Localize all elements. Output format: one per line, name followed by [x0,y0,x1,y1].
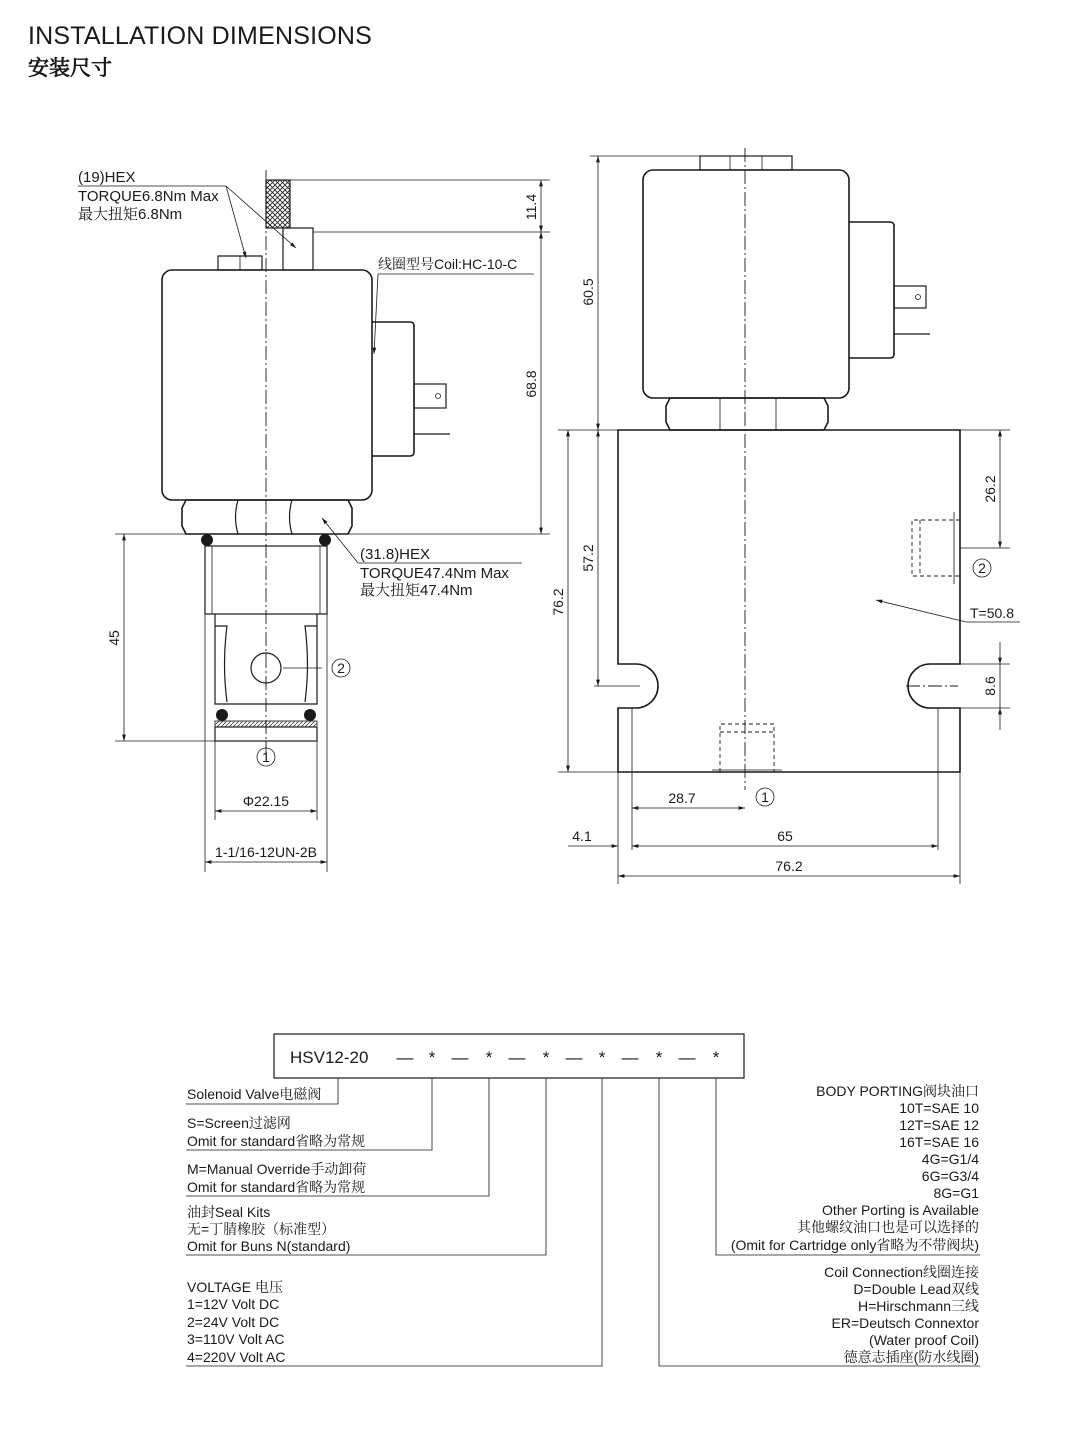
valve-body [618,430,960,772]
option-voltage-line-3: 2=24V Volt DC [187,1314,280,1330]
option-porting-line-3: 12T=SAE 12 [899,1117,979,1133]
page-title: INSTALLATION DIMENSIONS [28,22,373,50]
right-port-1: 1 [761,789,769,805]
coil-connector [372,322,414,456]
sep-1: * [428,1048,436,1067]
hex-large-torque: TORQUE47.4Nm Max [360,565,509,582]
o-ring-top-left [201,534,213,546]
sep-11: * [712,1048,720,1067]
coil-terminal [414,384,446,408]
dim-thread: 1-1/16-12UN-2B [215,844,317,860]
dim-offset-left: 4.1 [572,828,592,844]
option-porting-line-2: 10T=SAE 10 [899,1100,979,1116]
option-coil-line-4: ER=Deutsch Connextor [831,1315,979,1331]
o-ring-top-right [319,534,331,546]
option-porting-line-6: 6G=G3/4 [921,1168,979,1184]
right-hex-nut [666,398,828,430]
right-top-nut [700,156,792,170]
option-voltage-line-5: 4=220V Volt AC [187,1349,286,1365]
option-porting-line-9: 其他螺纹油口也是可以选择的 [797,1219,979,1235]
right-port-2: 2 [978,560,986,576]
dim-right-coil: 60.5 [580,278,596,306]
dim-hole-spacing: 65 [777,828,793,844]
option-manual-line-2: Omit for standard省略为常规 [187,1179,366,1195]
option-coil-line-3: H=Hirschmann三线 [858,1298,979,1314]
ordering-code [186,1034,980,1366]
option-porting-line-4: 16T=SAE 16 [899,1134,979,1150]
option-seal-line-2: 无=丁腈橡胶（标准型） [187,1221,336,1237]
dim-top: 11.4 [523,193,539,221]
sep-5: * [542,1048,550,1067]
option-porting-line-10: (Omit for Cartridge only省略为不带阀块) [730,1237,979,1253]
option-seal-line-1: 油封Seal Kits [187,1204,271,1220]
option-body-porting [731,1083,979,1253]
stem [283,228,313,270]
option-screen [187,1115,365,1149]
dim-diameter: Φ22.15 [242,793,290,809]
left-port-1: 1 [262,749,270,765]
hex-large-torque-cn: 最大扭矩47.4Nm [360,582,473,599]
sep-7: * [598,1048,606,1067]
option-coil-line-1: Coil Connection线圈连接 [824,1264,979,1280]
option-seal-line-3: Omit for Buns N(standard) [187,1238,351,1254]
sep-6: — [565,1048,583,1067]
option-screen-line-2: Omit for standard省略为常规 [187,1133,366,1149]
sep-10: — [678,1048,696,1067]
option-porting-line-8: Other Porting is Available [822,1202,979,1218]
hex-small-torque-cn: 最大扭矩6.8Nm [78,206,183,223]
dim-coil-height: 68.8 [523,370,539,398]
dim-port2-offset: 26.2 [982,475,998,503]
right-coil-body [643,170,849,398]
option-manual-line-1: M=Manual Override手动卸荷 [187,1161,367,1177]
sep-3: * [485,1048,493,1067]
sep-4: — [508,1048,526,1067]
left-view [78,169,550,872]
option-coil-line-6: 德意志插座(防水线圈) [843,1349,979,1365]
option-porting-line-7: 8G=G1 [933,1185,979,1201]
option-porting-line-5: 4G=G1/4 [921,1151,979,1167]
sep-0: — [396,1048,414,1067]
coil-model-label: 线圈型号Coil:HC-10-C [378,256,518,272]
coil-body [162,270,372,500]
hex-small-label: (19)HEX [78,169,136,186]
option-voltage [187,1279,285,1365]
option-voltage-line-2: 1=12V Volt DC [187,1296,280,1312]
option-seal [187,1204,350,1254]
dim-port1-offset: 28.7 [668,790,696,806]
option-coil-line-2: D=Double Lead双线 [853,1281,979,1297]
option-manual [187,1161,366,1195]
option-coil-line-5: (Water proof Coil) [869,1332,979,1348]
right-coil-connector [849,222,894,358]
option-screen-line-1: S=Screen过滤网 [187,1115,291,1131]
sep-8: — [621,1048,639,1067]
option-porting-line-1: BODY PORTING阀块油口 [816,1083,979,1099]
option-solenoid [187,1086,321,1102]
option-coil-connection [824,1264,980,1365]
sep-9: * [655,1048,663,1067]
option-voltage-line-4: 3=110V Volt AC [187,1331,285,1347]
option-solenoid-line: Solenoid Valve电磁阀 [187,1086,322,1102]
dim-body-height: 76.2 [550,588,566,616]
dim-body-width: 76.2 [775,858,803,874]
dim-cartridge-length: 45 [106,630,122,646]
left-port-2: 2 [337,660,345,676]
model-code: HSV12-20 [290,1048,369,1067]
dim-slot: 8.6 [982,676,998,696]
hex-small-torque: TORQUE6.8Nm Max [78,188,219,205]
page-subtitle: 安装尺寸 [28,57,112,80]
dim-thickness: T=50.8 [970,605,1014,621]
code-separators [397,1048,720,1067]
large-hex-nut [182,500,352,534]
right-view [550,148,1020,884]
option-voltage-line-1: VOLTAGE 电压 [187,1279,283,1295]
hex-large-label: (31.8)HEX [360,546,431,563]
sep-2: — [451,1048,469,1067]
manual-override-knob [266,180,290,228]
dim-port-depth: 57.2 [580,544,596,572]
